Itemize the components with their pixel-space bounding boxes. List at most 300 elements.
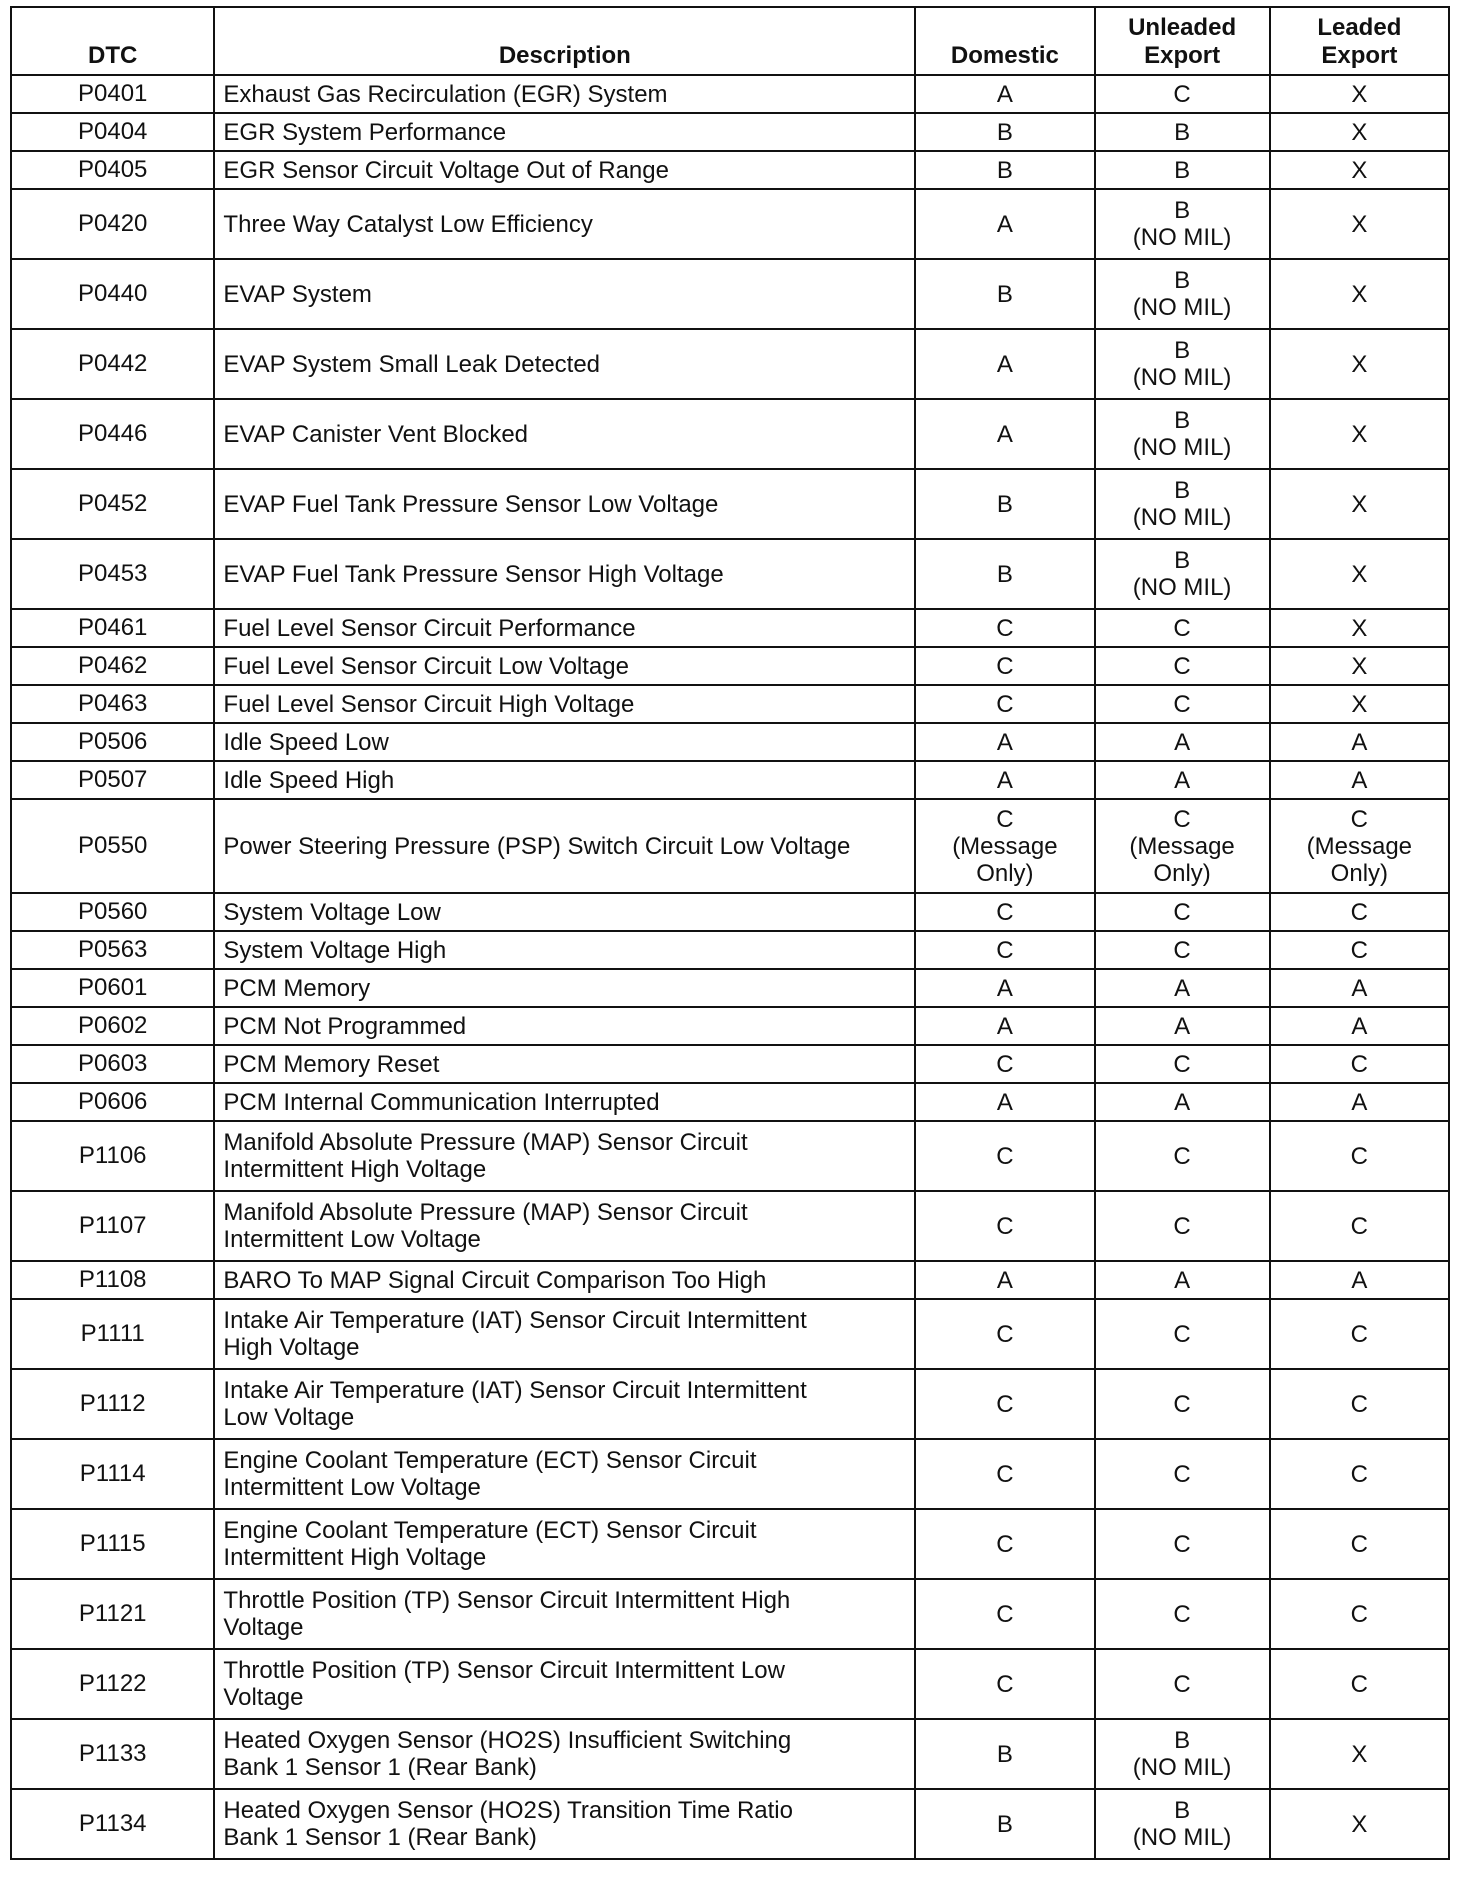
table-row — [11, 259, 1449, 329]
domestic-cell-line: B — [996, 280, 1013, 308]
table-row — [11, 723, 1449, 761]
description-cell-line: EVAP System — [223, 280, 372, 308]
unleaded-export-cell — [1095, 75, 1270, 113]
leaded-export-cell-line: C — [1350, 1460, 1369, 1488]
dtc-code-cell: P0603 — [11, 1045, 214, 1083]
leaded-export-cell — [1270, 1649, 1449, 1719]
leaded-export-cell — [1270, 469, 1449, 539]
leaded-export-cell — [1270, 799, 1449, 893]
leaded-export-cell-line: C — [1350, 1530, 1369, 1558]
unleaded-export-cell — [1095, 113, 1270, 151]
description-cell-line: Manifold Absolute Pressure (MAP) Sensor Circuit — [223, 1129, 748, 1156]
domestic-cell-line: C — [996, 1142, 1014, 1170]
description-cell-line: Exhaust Gas Recirculation (EGR) System — [223, 80, 668, 108]
leaded-export-cell-line: A — [1351, 766, 1368, 794]
unleaded-export-cell-line: A — [1174, 728, 1191, 756]
table-body — [11, 75, 1449, 1859]
domestic-cell — [915, 469, 1094, 539]
domestic-cell — [915, 75, 1094, 113]
description-cell — [214, 113, 915, 151]
leaded-export-cell — [1270, 1045, 1449, 1083]
domestic-cell-line: C — [996, 1460, 1014, 1488]
domestic-cell-line: C — [996, 614, 1014, 642]
dtc-code-cell: P0442 — [11, 329, 214, 399]
unleaded-export-cell — [1095, 1509, 1270, 1579]
unleaded-export-cell — [1095, 1579, 1270, 1649]
dtc-code-cell: P1115 — [11, 1509, 214, 1579]
unleaded-export-cell-line: C — [1173, 1390, 1191, 1418]
table-row — [11, 1121, 1449, 1191]
unleaded-export-cell — [1095, 1649, 1270, 1719]
leaded-export-cell — [1270, 1299, 1449, 1369]
header-leaded-line-2: Export — [1321, 42, 1398, 69]
description-cell-line: EVAP Canister Vent Blocked — [223, 420, 529, 448]
domestic-cell — [915, 723, 1094, 761]
dtc-code-cell: P1107 — [11, 1191, 214, 1261]
leaded-export-cell — [1270, 1261, 1449, 1299]
unleaded-export-cell — [1095, 931, 1270, 969]
unleaded-export-cell-line: C — [1173, 614, 1191, 642]
description-cell-line: Fuel Level Sensor Circuit High Voltage — [223, 690, 635, 718]
unleaded-export-cell — [1095, 761, 1270, 799]
leaded-export-cell-line: X — [1351, 1810, 1368, 1838]
unleaded-export-cell-line: (NO MIL) — [1132, 1754, 1232, 1781]
leaded-export-cell-line: C — [1350, 1390, 1369, 1418]
description-cell-line: Throttle Position (TP) Sensor Circuit Intermittent High — [223, 1587, 791, 1614]
description-cell — [214, 1045, 915, 1083]
leaded-export-cell — [1270, 893, 1449, 931]
domestic-cell — [915, 609, 1094, 647]
table-row — [11, 1083, 1449, 1121]
unleaded-export-cell-line: B — [1174, 156, 1191, 184]
dtc-code-cell: P0463 — [11, 685, 214, 723]
table-row — [11, 1789, 1449, 1859]
unleaded-export-cell-line: C — [1173, 805, 1191, 833]
unleaded-export-cell-line: C — [1173, 1050, 1191, 1078]
description-cell-line: EVAP Fuel Tank Pressure Sensor Low Voltage — [223, 490, 719, 518]
description-cell — [214, 329, 915, 399]
dtc-code-cell: P1112 — [11, 1369, 214, 1439]
description-cell — [214, 1509, 915, 1579]
unleaded-export-cell-line: (NO MIL) — [1132, 1824, 1232, 1851]
dtc-code-cell: P1121 — [11, 1579, 214, 1649]
dtc-code-cell: P0446 — [11, 399, 214, 469]
description-cell-line: Heated Oxygen Sensor (HO2S) Insufficient Switching — [223, 1727, 792, 1754]
dtc-code-cell: P0404 — [11, 113, 214, 151]
table-row — [11, 609, 1449, 647]
dtc-code-cell: P1133 — [11, 1719, 214, 1789]
leaded-export-cell-line: X — [1351, 210, 1368, 238]
unleaded-export-cell — [1095, 399, 1270, 469]
unleaded-export-cell-line: (NO MIL) — [1132, 224, 1232, 251]
domestic-cell — [915, 761, 1094, 799]
leaded-export-cell — [1270, 1509, 1449, 1579]
unleaded-export-cell-line: A — [1174, 1088, 1191, 1116]
leaded-export-cell — [1270, 1369, 1449, 1439]
domestic-cell-line: B — [996, 1810, 1013, 1838]
domestic-cell-line: C — [996, 805, 1014, 833]
table-row — [11, 1579, 1449, 1649]
table-row — [11, 1439, 1449, 1509]
table-row — [11, 931, 1449, 969]
leaded-export-cell — [1270, 969, 1449, 1007]
unleaded-export-cell-line: C — [1173, 1320, 1191, 1348]
unleaded-export-cell — [1095, 1007, 1270, 1045]
table-row — [11, 1261, 1449, 1299]
unleaded-export-cell-line: C — [1173, 1212, 1191, 1240]
leaded-export-cell-line: X — [1351, 420, 1368, 448]
domestic-cell — [915, 329, 1094, 399]
domestic-cell — [915, 1045, 1094, 1083]
table-row — [11, 1045, 1449, 1083]
unleaded-export-cell-line: C — [1173, 1530, 1191, 1558]
description-cell — [214, 1789, 915, 1859]
description-cell-line: PCM Internal Communication Interrupted — [223, 1088, 660, 1116]
unleaded-export-cell — [1095, 1369, 1270, 1439]
dtc-code-cell: P0550 — [11, 799, 214, 893]
header-leaded-export — [1270, 7, 1449, 75]
domestic-cell — [915, 1007, 1094, 1045]
unleaded-export-cell — [1095, 1719, 1270, 1789]
dtc-code-cell: P1106 — [11, 1121, 214, 1191]
description-cell-line: Engine Coolant Temperature (ECT) Sensor Circuit — [223, 1517, 757, 1544]
unleaded-export-cell — [1095, 799, 1270, 893]
description-cell-line: Voltage — [223, 1614, 304, 1641]
header-domestic: Domestic — [915, 7, 1094, 75]
domestic-cell-line: C — [996, 690, 1014, 718]
leaded-export-cell — [1270, 75, 1449, 113]
domestic-cell-line: C — [996, 1050, 1014, 1078]
domestic-cell-line: Only) — [976, 859, 1034, 887]
dtc-code-cell: P0462 — [11, 647, 214, 685]
unleaded-export-cell — [1095, 469, 1270, 539]
leaded-export-cell-line: X — [1351, 652, 1368, 680]
domestic-cell-line: A — [996, 350, 1013, 378]
domestic-cell — [915, 685, 1094, 723]
description-cell — [214, 469, 915, 539]
description-cell-line: System Voltage High — [223, 936, 447, 964]
leaded-export-cell — [1270, 761, 1449, 799]
unleaded-export-cell-line: B — [1174, 547, 1191, 574]
leaded-export-cell-line: X — [1351, 350, 1368, 378]
dtc-code-cell: P0560 — [11, 893, 214, 931]
leaded-export-cell-line: C — [1350, 805, 1369, 833]
description-cell — [214, 1083, 915, 1121]
leaded-export-cell — [1270, 647, 1449, 685]
unleaded-export-cell — [1095, 1083, 1270, 1121]
description-cell — [214, 1261, 915, 1299]
description-cell-line: EVAP System Small Leak Detected — [223, 350, 601, 378]
leaded-export-cell-line: X — [1351, 560, 1368, 588]
leaded-export-cell — [1270, 1719, 1449, 1789]
description-cell-line: Bank 1 Sensor 1 (Rear Bank) — [223, 1754, 537, 1781]
domestic-cell-line: B — [996, 490, 1013, 518]
leaded-export-cell — [1270, 113, 1449, 151]
description-cell — [214, 685, 915, 723]
domestic-cell-line: A — [996, 210, 1013, 238]
table-row — [11, 329, 1449, 399]
domestic-cell — [915, 1509, 1094, 1579]
table-row — [11, 1191, 1449, 1261]
domestic-cell-line: C — [996, 1390, 1014, 1418]
description-cell-line: Bank 1 Sensor 1 (Rear Bank) — [223, 1824, 537, 1851]
leaded-export-cell — [1270, 1439, 1449, 1509]
unleaded-export-cell-line: C — [1173, 80, 1191, 108]
domestic-cell — [915, 1191, 1094, 1261]
dtc-code-cell: P0401 — [11, 75, 214, 113]
domestic-cell-line: C — [996, 1530, 1014, 1558]
leaded-export-cell-line: A — [1351, 1012, 1368, 1040]
unleaded-export-cell — [1095, 969, 1270, 1007]
dtc-code-cell: P0507 — [11, 761, 214, 799]
description-cell — [214, 761, 915, 799]
domestic-cell — [915, 647, 1094, 685]
header-unleaded-line-2: Export — [1144, 42, 1221, 69]
dtc-code-cell: P0440 — [11, 259, 214, 329]
domestic-cell — [915, 799, 1094, 893]
description-cell-line: PCM Memory — [223, 974, 371, 1002]
dtc-code-cell: P0452 — [11, 469, 214, 539]
leaded-export-cell-line: C — [1350, 936, 1369, 964]
table-row — [11, 685, 1449, 723]
unleaded-export-cell-line: C — [1173, 1670, 1191, 1698]
description-cell-line: Idle Speed High — [223, 766, 395, 794]
domestic-cell-line: A — [996, 728, 1013, 756]
domestic-cell — [915, 1369, 1094, 1439]
domestic-cell-line: C — [996, 1600, 1014, 1628]
dtc-code-cell: P0453 — [11, 539, 214, 609]
description-cell-line: Throttle Position (TP) Sensor Circuit Intermittent Low — [223, 1657, 785, 1684]
description-cell — [214, 609, 915, 647]
leaded-export-cell — [1270, 931, 1449, 969]
domestic-cell-line: C — [996, 1212, 1014, 1240]
unleaded-export-cell — [1095, 685, 1270, 723]
unleaded-export-cell-line: A — [1174, 974, 1191, 1002]
description-cell-line: Fuel Level Sensor Circuit Low Voltage — [223, 652, 629, 680]
unleaded-export-cell — [1095, 1121, 1270, 1191]
leaded-export-cell — [1270, 609, 1449, 647]
domestic-cell-line: C — [996, 1670, 1014, 1698]
header-unleaded-line-1: Unleaded — [1128, 14, 1237, 41]
unleaded-export-cell-line: B — [1174, 337, 1191, 364]
dtc-code-cell: P1111 — [11, 1299, 214, 1369]
domestic-cell-line: B — [996, 156, 1013, 184]
leaded-export-cell-line: C — [1350, 1050, 1369, 1078]
description-cell-line: Low Voltage — [223, 1404, 355, 1431]
description-cell — [214, 189, 915, 259]
unleaded-export-cell-line: C — [1173, 1460, 1191, 1488]
unleaded-export-cell-line: A — [1174, 766, 1191, 794]
table-row — [11, 799, 1449, 893]
domestic-cell-line: B — [996, 118, 1013, 146]
unleaded-export-cell — [1095, 329, 1270, 399]
unleaded-export-cell — [1095, 609, 1270, 647]
description-cell — [214, 723, 915, 761]
leaded-export-cell-line: A — [1351, 974, 1368, 1002]
domestic-cell-line: A — [996, 974, 1013, 1002]
unleaded-export-cell-line: B — [1174, 407, 1191, 434]
description-cell — [214, 539, 915, 609]
unleaded-export-cell — [1095, 1789, 1270, 1859]
description-cell — [214, 75, 915, 113]
table-row — [11, 1719, 1449, 1789]
unleaded-export-cell-line: B — [1174, 118, 1191, 146]
description-cell-line: System Voltage Low — [223, 898, 441, 926]
header-dtc: DTC — [11, 7, 214, 75]
domestic-cell-line: A — [996, 766, 1013, 794]
description-cell — [214, 1579, 915, 1649]
description-cell — [214, 151, 915, 189]
table-row — [11, 189, 1449, 259]
leaded-export-cell — [1270, 259, 1449, 329]
leaded-export-cell — [1270, 151, 1449, 189]
unleaded-export-cell-line: B — [1174, 267, 1191, 294]
unleaded-export-cell — [1095, 723, 1270, 761]
unleaded-export-cell-line: B — [1174, 477, 1191, 504]
unleaded-export-cell-line: (Message — [1129, 832, 1235, 860]
domestic-cell — [915, 931, 1094, 969]
domestic-cell — [915, 189, 1094, 259]
description-cell — [214, 931, 915, 969]
domestic-cell-line: C — [996, 652, 1014, 680]
dtc-code-cell: P0405 — [11, 151, 214, 189]
leaded-export-cell-line: X — [1351, 80, 1368, 108]
unleaded-export-cell — [1095, 1261, 1270, 1299]
leaded-export-cell-line: C — [1350, 1670, 1369, 1698]
leaded-export-cell — [1270, 1191, 1449, 1261]
description-cell — [214, 1121, 915, 1191]
domestic-cell — [915, 1083, 1094, 1121]
domestic-cell — [915, 1579, 1094, 1649]
dtc-code-cell: P0461 — [11, 609, 214, 647]
leaded-export-cell-line: Only) — [1330, 859, 1389, 887]
table-header-row — [11, 7, 1449, 75]
unleaded-export-cell-line: C — [1173, 1142, 1191, 1170]
dtc-code-cell: P1114 — [11, 1439, 214, 1509]
unleaded-export-cell-line: (NO MIL) — [1132, 574, 1232, 601]
leaded-export-cell-line: X — [1351, 118, 1368, 146]
domestic-cell — [915, 969, 1094, 1007]
description-cell-line: Idle Speed Low — [223, 728, 389, 756]
unleaded-export-cell-line: (NO MIL) — [1132, 504, 1232, 531]
table-row — [11, 893, 1449, 931]
unleaded-export-cell-line: C — [1173, 936, 1191, 964]
description-cell — [214, 1191, 915, 1261]
description-cell-line: Three Way Catalyst Low Efficiency — [223, 210, 593, 238]
unleaded-export-cell-line: A — [1174, 1266, 1191, 1294]
table-row — [11, 75, 1449, 113]
description-cell-line: Intermittent High Voltage — [223, 1156, 487, 1183]
unleaded-export-cell-line: C — [1173, 898, 1191, 926]
description-cell-line: Voltage — [223, 1684, 304, 1711]
leaded-export-cell — [1270, 723, 1449, 761]
description-cell-line: Intermittent High Voltage — [223, 1544, 487, 1571]
description-cell — [214, 647, 915, 685]
dtc-code-cell: P1122 — [11, 1649, 214, 1719]
domestic-cell — [915, 259, 1094, 329]
description-cell-line: BARO To MAP Signal Circuit Comparison Too High — [223, 1266, 767, 1294]
leaded-export-cell-line: X — [1351, 1740, 1368, 1768]
unleaded-export-cell-line: Only) — [1153, 859, 1211, 887]
table-row — [11, 151, 1449, 189]
domestic-cell — [915, 1439, 1094, 1509]
description-cell-line: High Voltage — [223, 1334, 360, 1361]
description-cell-line: Intermittent Low Voltage — [223, 1474, 481, 1501]
leaded-export-cell — [1270, 685, 1449, 723]
table-row — [11, 399, 1449, 469]
description-cell-line: EVAP Fuel Tank Pressure Sensor High Voltage — [223, 560, 724, 588]
dtc-code-cell: P0420 — [11, 189, 214, 259]
domestic-cell-line: A — [996, 420, 1013, 448]
unleaded-export-cell-line: (NO MIL) — [1132, 434, 1232, 461]
leaded-export-cell-line: C — [1350, 1600, 1369, 1628]
dtc-code-cell: P0506 — [11, 723, 214, 761]
unleaded-export-cell — [1095, 647, 1270, 685]
leaded-export-cell-line: X — [1351, 156, 1368, 184]
table-row — [11, 1369, 1449, 1439]
leaded-export-cell — [1270, 1121, 1449, 1191]
domestic-cell — [915, 1649, 1094, 1719]
domestic-cell-line: B — [996, 1740, 1013, 1768]
unleaded-export-cell — [1095, 893, 1270, 931]
description-cell — [214, 1439, 915, 1509]
leaded-export-cell-line: A — [1351, 728, 1368, 756]
leaded-export-cell — [1270, 399, 1449, 469]
description-cell-line: Intermittent Low Voltage — [223, 1226, 481, 1253]
domestic-cell-line: B — [996, 560, 1013, 588]
domestic-cell-line: A — [996, 1088, 1013, 1116]
leaded-export-cell-line: X — [1351, 690, 1368, 718]
description-cell-line: EGR System Performance — [223, 118, 507, 146]
unleaded-export-cell-line: C — [1173, 652, 1191, 680]
domestic-cell — [915, 1719, 1094, 1789]
leaded-export-cell-line: X — [1351, 280, 1368, 308]
unleaded-export-cell — [1095, 539, 1270, 609]
unleaded-export-cell — [1095, 1191, 1270, 1261]
table-row — [11, 969, 1449, 1007]
leaded-export-cell-line: C — [1350, 1320, 1369, 1348]
unleaded-export-cell-line: B — [1174, 1797, 1191, 1824]
description-cell — [214, 893, 915, 931]
table-row — [11, 1509, 1449, 1579]
table-row — [11, 647, 1449, 685]
domestic-cell-line: A — [996, 1012, 1013, 1040]
leaded-export-cell — [1270, 329, 1449, 399]
header-leaded-line-1: Leaded — [1317, 14, 1402, 41]
unleaded-export-cell — [1095, 189, 1270, 259]
table-row — [11, 539, 1449, 609]
description-cell-line: EGR Sensor Circuit Voltage Out of Range — [223, 156, 669, 184]
unleaded-export-cell — [1095, 259, 1270, 329]
table-row — [11, 1007, 1449, 1045]
domestic-cell-line: A — [996, 1266, 1013, 1294]
description-cell-line: PCM Memory Reset — [223, 1050, 440, 1078]
dtc-code-cell: P1134 — [11, 1789, 214, 1859]
leaded-export-cell — [1270, 1007, 1449, 1045]
leaded-export-cell-line: C — [1350, 898, 1369, 926]
header-description: Description — [214, 7, 915, 75]
unleaded-export-cell-line: A — [1174, 1012, 1191, 1040]
description-cell — [214, 1719, 915, 1789]
description-cell — [214, 969, 915, 1007]
description-cell — [214, 1369, 915, 1439]
domestic-cell-line: C — [996, 1320, 1014, 1348]
description-cell — [214, 259, 915, 329]
description-cell — [214, 1299, 915, 1369]
description-cell-line: Heated Oxygen Sensor (HO2S) Transition Time Ratio — [223, 1797, 793, 1824]
unleaded-export-cell-line: C — [1173, 1600, 1191, 1628]
leaded-export-cell — [1270, 539, 1449, 609]
